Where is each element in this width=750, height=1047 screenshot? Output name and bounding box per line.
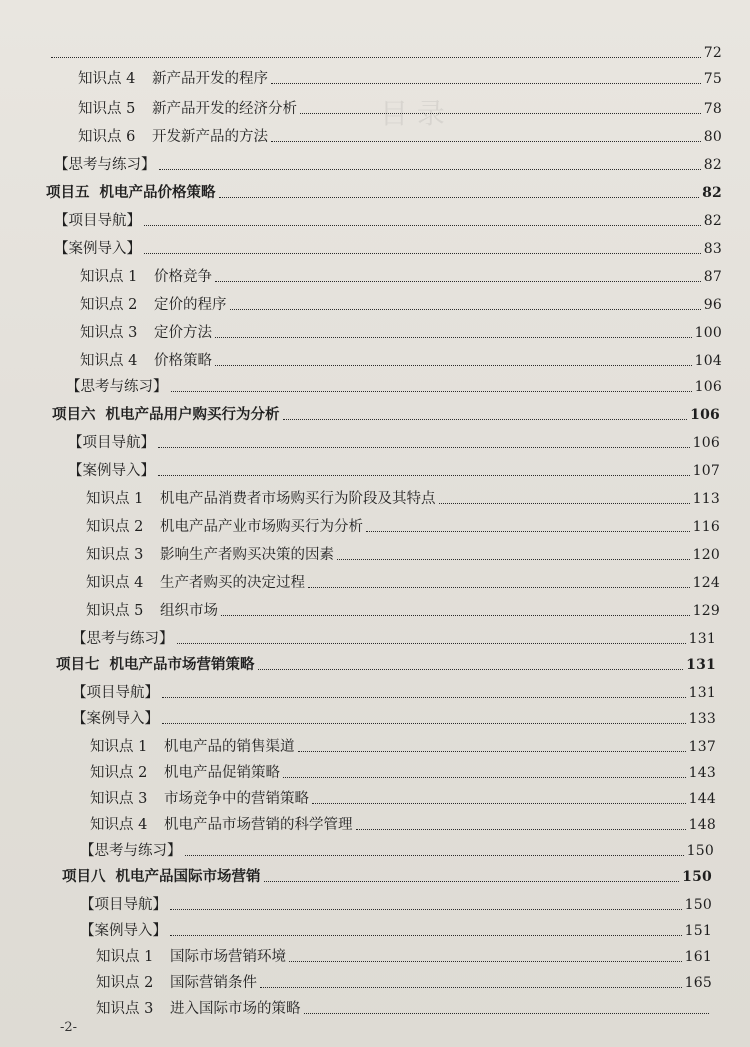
toc-entry-page-number: 72 — [703, 45, 722, 61]
toc-entry-label: 知识点 1 — [80, 269, 138, 285]
toc-entry — [54, 148, 722, 174]
toc-entry-title: 影响生产者购买决策的因素 — [160, 547, 334, 563]
dot-leader — [215, 280, 701, 282]
toc-entry-title: 国际营销条件 — [170, 975, 257, 991]
toc-entry-page-number: 150 — [686, 843, 714, 859]
toc-entry-title: 国际市场营销环境 — [170, 949, 286, 965]
toc-entry-page-number: 100 — [694, 325, 722, 341]
toc-entry-label: 项目八 — [62, 868, 106, 885]
toc-entry-page-number: 106 — [692, 435, 720, 451]
dot-leader — [300, 112, 701, 114]
toc-entry-label: 知识点 5 — [78, 101, 136, 117]
toc-entry-page-number: 107 — [692, 463, 720, 479]
dot-leader — [258, 668, 684, 670]
toc-entry — [66, 370, 722, 396]
toc-entry-title: 价格策略 — [154, 353, 212, 369]
dot-leader — [144, 252, 701, 254]
toc-entry — [78, 120, 722, 146]
toc-entry-label: 知识点 1 — [90, 739, 148, 755]
toc-entry-label: 知识点 4 — [78, 71, 136, 87]
toc-entry-title: 【案例导入】 — [54, 241, 141, 257]
toc-entry — [96, 940, 712, 966]
toc-entry — [86, 482, 720, 508]
dot-leader — [162, 722, 686, 724]
toc-entry-label: 知识点 3 — [90, 791, 148, 807]
toc-entry — [80, 288, 722, 314]
toc-entry-title: 机电产品市场营销的科学管理 — [164, 817, 353, 833]
dot-leader — [308, 586, 690, 588]
toc-entry — [90, 808, 716, 834]
toc-entry — [78, 62, 722, 88]
toc-entry-page-number: 82 — [702, 185, 722, 201]
dot-leader — [215, 364, 692, 366]
dot-leader — [215, 336, 692, 338]
toc-entry — [90, 730, 716, 756]
toc-entry-title: 机电产品消费者市场购买行为阶段及其特点 — [160, 491, 436, 507]
toc-entry-title: 【案例导入】 — [68, 463, 155, 479]
toc-entry-page-number: 148 — [688, 817, 716, 833]
toc-entry-page-number: 87 — [703, 269, 722, 285]
toc-entry-page-number: 144 — [688, 791, 716, 807]
toc-entry — [72, 676, 716, 702]
toc-entry-label: 知识点 2 — [80, 297, 138, 313]
toc-entry-title: 机电产品用户购买行为分析 — [105, 406, 280, 423]
toc-entry-page-number: 131 — [686, 657, 716, 673]
toc-entry-page-number: 106 — [690, 407, 720, 423]
toc-entry — [54, 232, 722, 258]
toc-entry — [86, 510, 720, 536]
toc-entry-title: 开发新产品的方法 — [152, 129, 268, 145]
toc-entry — [68, 426, 720, 452]
toc-entry-title: 【思考与练习】 — [72, 631, 174, 647]
toc-entry-title: 机电产品价格策略 — [99, 184, 216, 201]
toc-entry-title: 进入国际市场的策略 — [170, 1001, 301, 1017]
toc-entry-label: 知识点 4 — [90, 817, 148, 833]
toc-entry-page-number: 104 — [694, 353, 722, 369]
toc-entry-page-number: 133 — [688, 711, 716, 727]
toc-entry — [90, 756, 716, 782]
toc-entry-title: 【思考与练习】 — [80, 843, 182, 859]
dot-leader — [158, 474, 690, 476]
toc-entry-page-number: 131 — [688, 631, 716, 647]
dot-leader — [283, 776, 686, 778]
toc-entry-title: 【项目导航】 — [80, 897, 167, 913]
toc-entry-page-number: 83 — [703, 241, 722, 257]
toc-entry — [72, 622, 716, 648]
dot-leader — [221, 614, 690, 616]
toc-entry-page-number: 129 — [692, 603, 720, 619]
toc-entry-title: 【项目导航】 — [72, 685, 159, 701]
toc-entry-title: 机电产品的销售渠道 — [164, 739, 295, 755]
toc-entry-page-number: 151 — [684, 923, 712, 939]
toc-entry-title: 生产者购买的决定过程 — [160, 575, 305, 591]
toc-entry — [54, 204, 722, 230]
toc-entry-title: 【思考与练习】 — [54, 157, 156, 173]
dot-leader — [162, 696, 686, 698]
toc-entry — [52, 398, 720, 424]
toc-entry-page-number: 82 — [703, 213, 722, 229]
toc-entry-page-number: 124 — [692, 575, 720, 591]
dot-leader — [283, 418, 688, 420]
page-number-footer: -2- — [60, 1020, 78, 1035]
toc-entry-page-number: 106 — [694, 379, 722, 395]
toc-entry-title: 市场竞争中的营销策略 — [164, 791, 309, 807]
toc-entry-title: 【思考与练习】 — [66, 379, 168, 395]
dot-leader — [171, 390, 692, 392]
toc-entry-page-number: 116 — [692, 519, 720, 535]
dot-leader — [230, 308, 701, 310]
toc-entry — [72, 702, 716, 728]
toc-entry-label: 知识点 2 — [86, 519, 144, 535]
toc-entry-page-number: 82 — [703, 157, 722, 173]
toc-entry-title: 新产品开发的程序 — [152, 71, 268, 87]
toc-entry — [80, 888, 712, 914]
toc-entry-label: 知识点 2 — [90, 765, 148, 781]
toc-entry — [80, 316, 722, 342]
toc-entry — [96, 966, 712, 992]
dot-leader — [260, 986, 682, 988]
toc-entry-title: 【项目导航】 — [54, 213, 141, 229]
toc-entry-label: 知识点 4 — [80, 353, 138, 369]
toc-entry-page-number: 137 — [688, 739, 716, 755]
toc-entry-title: 价格竞争 — [154, 269, 212, 285]
toc-entry-label: 知识点 4 — [86, 575, 144, 591]
toc-entry — [62, 860, 712, 886]
toc-entry-page-number: 143 — [688, 765, 716, 781]
toc-entry-title: 定价的程序 — [154, 297, 227, 313]
toc-entry-label: 知识点 2 — [96, 975, 154, 991]
dot-leader — [159, 168, 701, 170]
toc-entry-label: 知识点 3 — [86, 547, 144, 563]
toc-entry — [68, 454, 720, 480]
toc-entry-page-number: 78 — [703, 101, 722, 117]
toc-entry — [78, 92, 722, 118]
dot-leader — [304, 1012, 710, 1014]
toc-entry — [86, 594, 720, 620]
toc-entry-page-number: 150 — [684, 897, 712, 913]
bleed-through-mark: 目 录 — [380, 97, 445, 130]
toc-entry-page-number: 161 — [684, 949, 712, 965]
dot-leader — [51, 56, 701, 58]
toc-entry — [80, 914, 712, 940]
toc-entry-page-number: 120 — [692, 547, 720, 563]
toc-entry-label: 项目五 — [46, 184, 90, 201]
toc-entry-title: 【案例导入】 — [72, 711, 159, 727]
toc-entry-title: 定价方法 — [154, 325, 212, 341]
toc-entry-title: 新产品开发的经济分析 — [152, 101, 297, 117]
toc-entry-label: 知识点 6 — [78, 129, 136, 145]
toc-entry — [46, 176, 722, 202]
dot-leader — [289, 960, 682, 962]
toc-entry — [80, 260, 722, 286]
toc-entry — [86, 566, 720, 592]
dot-leader — [264, 880, 680, 882]
toc-entry-label: 项目七 — [56, 656, 100, 673]
toc-entry-page-number: 131 — [688, 685, 716, 701]
toc-entry-page-number: 96 — [703, 297, 722, 313]
toc-entry — [80, 344, 722, 370]
toc-entry-title: 机电产品市场营销策略 — [109, 656, 255, 673]
dot-leader — [439, 502, 690, 504]
dot-leader — [185, 854, 684, 856]
toc-entry-title: 【项目导航】 — [68, 435, 155, 451]
dot-leader — [366, 530, 690, 532]
toc-entry — [56, 648, 716, 674]
dot-leader — [177, 642, 686, 644]
toc-entry — [96, 992, 712, 1018]
dot-leader — [356, 828, 686, 830]
toc-entry — [48, 36, 722, 62]
dot-leader — [144, 224, 701, 226]
toc-entry — [86, 538, 720, 564]
toc-entry-title: 机电产品促销策略 — [164, 765, 280, 781]
toc-entry-label: 知识点 3 — [80, 325, 138, 341]
toc-entry-page-number: 113 — [692, 491, 720, 507]
dot-leader — [170, 908, 682, 910]
dot-leader — [298, 750, 686, 752]
toc-entry-page-number: 165 — [684, 975, 712, 991]
toc-entry-label: 知识点 1 — [96, 949, 154, 965]
dot-leader — [337, 558, 690, 560]
dot-leader — [271, 140, 701, 142]
toc-entry-label: 知识点 3 — [96, 1001, 154, 1017]
dot-leader — [170, 934, 682, 936]
toc-entry-title: 机电产品产业市场购买行为分析 — [160, 519, 363, 535]
dot-leader — [271, 82, 701, 84]
dot-leader — [312, 802, 686, 804]
toc-entry-title: 组织市场 — [160, 603, 218, 619]
toc-entry-page-number: 150 — [682, 869, 712, 885]
toc-entry — [90, 782, 716, 808]
toc-entry-label: 项目六 — [52, 406, 96, 423]
toc-entry-page-number: 80 — [703, 129, 722, 145]
toc-entry-label: 知识点 1 — [86, 491, 144, 507]
toc-entry-page-number: 75 — [703, 71, 722, 87]
dot-leader — [158, 446, 690, 448]
toc-entry — [80, 834, 714, 860]
toc-entry-title: 【案例导入】 — [80, 923, 167, 939]
toc-entry-label: 知识点 5 — [86, 603, 144, 619]
toc-entry-title: 机电产品国际市场营销 — [115, 868, 261, 885]
dot-leader — [219, 196, 700, 198]
